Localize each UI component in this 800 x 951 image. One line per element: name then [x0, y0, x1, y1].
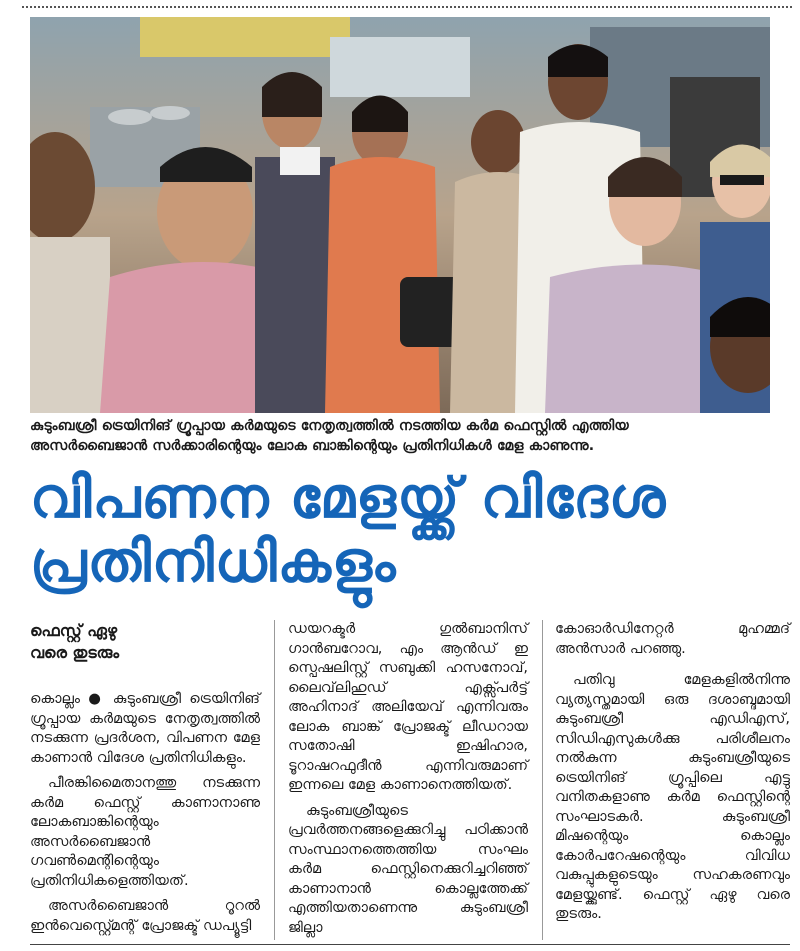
news-photo: [30, 17, 770, 413]
group-photo-illustration: [30, 17, 770, 413]
subheading: [30, 620, 260, 664]
headline: [30, 467, 790, 595]
subheading-line-2: വരെ തുടരും: [30, 643, 120, 662]
dateline: കൊല്ലം: [30, 691, 80, 707]
article-column-1: [30, 620, 260, 942]
paragraph-6: കോഓർഡിനേറ്റർ മുഹമ്മദ് അൻസാർ പറഞ്ഞു.: [555, 621, 790, 657]
paragraph-1-text: കുടുംബശ്രീ ട്രെയിനിങ് ഗ്രൂപ്പായ കർമയുടെ നേതൃത്വത്തിൽ നടക്കുന്ന പ്രദർശന, വിപണന മേള കാണാൻ വിദേശ പ്രതിനിധികളും.: [30, 691, 261, 766]
paragraph-4: ഡയറക്ടർ ഗുൽബാനിസ് ഗാൻബറോവ, എം ആൻഡ് ഇ സ്പെഷലിസ്റ്റ് സബുക്കി ഹസനോവ്, ലൈവ്‌ലിഹുഡ് എക്സ്പർട്ട് അഹിനാദ് അലിയേവ് എന്നിവരും ലോക ബാങ്ക് പ്രോജക്ട് ലീഡറായ സതോഷി ഇഷിഹാര, ടൂറാഷറഫുദീൻ എന്നിവരുമാണ് ഇന്നലെ മേള കാണാനെത്തിയത്.: [288, 621, 528, 793]
paragraph-7: പതിവു മേളകളിൽനിന്നു വ്യത്യസ്തമായി ഒരു ദശാബ്ദമായി കുടുംബശ്രീ എഡിഎസ്, സിഡിഎസുകൾക്കു പരിശീലനം നൽകുന്ന കുടുംബശ്രീയുടെ ട്രെയിനിങ് ഗ്രൂപ്പിലെ എട്ടു വനിതകളാണു കർമ ഫെസ്റ്റിന്റെ സംഘാടകർ. കുടുംബശ്രീ മിഷന്റെയും കൊല്ലം കോർപറേഷന്റെയും വിവിധ വകുപ്പുകളുടെയും സഹകരണവും മേളയ്ക്കുണ്ട്. ഫെസ്റ്റ് ഏഴു വരെ തുടരും.: [555, 672, 790, 922]
paragraph-3: അസർബൈജാൻ റൂറൽ ഇൻവെസ്റ്റ്മെന്റ് പ്രോജക്ട് ഡപ്യൂട്ടി: [30, 898, 260, 934]
photo-caption: [30, 416, 770, 456]
paragraph-2: പീരങ്കിമൈതാനത്തു നടക്കുന്ന കർമ ഫെസ്റ്റ് കാണാനാണു ലോകബാങ്കിന്റെയും അസർബൈജാൻ ഗവൺമെന്റിന്റെയും പ്രതിനിധികളെത്തിയത്.: [30, 775, 260, 889]
column-divider: [274, 620, 275, 940]
headline-line-1: വിപണന മേളയ്ക്ക് വിദേശ: [30, 466, 667, 531]
column-divider: [542, 620, 543, 940]
article-column-3: [555, 620, 790, 931]
caption-line-2: അസർബൈജാൻ സർക്കാരിന്റെയും ലോക ബാങ്കിന്റെയും പ്രതിനിധികൾ മേള കാണുന്നു.: [30, 438, 595, 454]
bullet-icon: ●: [88, 691, 105, 707]
article-column-2: [288, 620, 528, 944]
top-dotted-rule: [22, 6, 792, 8]
bottom-rule: [30, 944, 790, 945]
headline-line-2: പ്രതിനിധികളും: [30, 530, 397, 595]
subheading-line-1: ഫെസ്റ്റ് ഏഴു: [30, 621, 118, 640]
paragraph-5: കുടുംബശ്രീയുടെ പ്രവർത്തനങ്ങളെക്കുറിച്ചു പഠിക്കാൻ സംസ്ഥാനത്തെത്തിയ സംഘം കർമ ഫെസ്റ്റിനെക്കുറിച്ചറിഞ്ഞ് കാണാനാൻ കൊല്ലത്തേക്ക് എത്തിയതാണെന്നു കുടുംബശ്രീ ജില്ലാ: [288, 802, 528, 936]
caption-line-1: കുടുംബശ്രീ ട്രെയിനിങ് ഗ്രൂപ്പായ കർമയുടെ നേതൃത്വത്തിൽ നടത്തിയ കർമ ഫെസ്റ്റിൽ എത്തിയ: [30, 418, 629, 434]
paragraph-1: [30, 690, 260, 768]
